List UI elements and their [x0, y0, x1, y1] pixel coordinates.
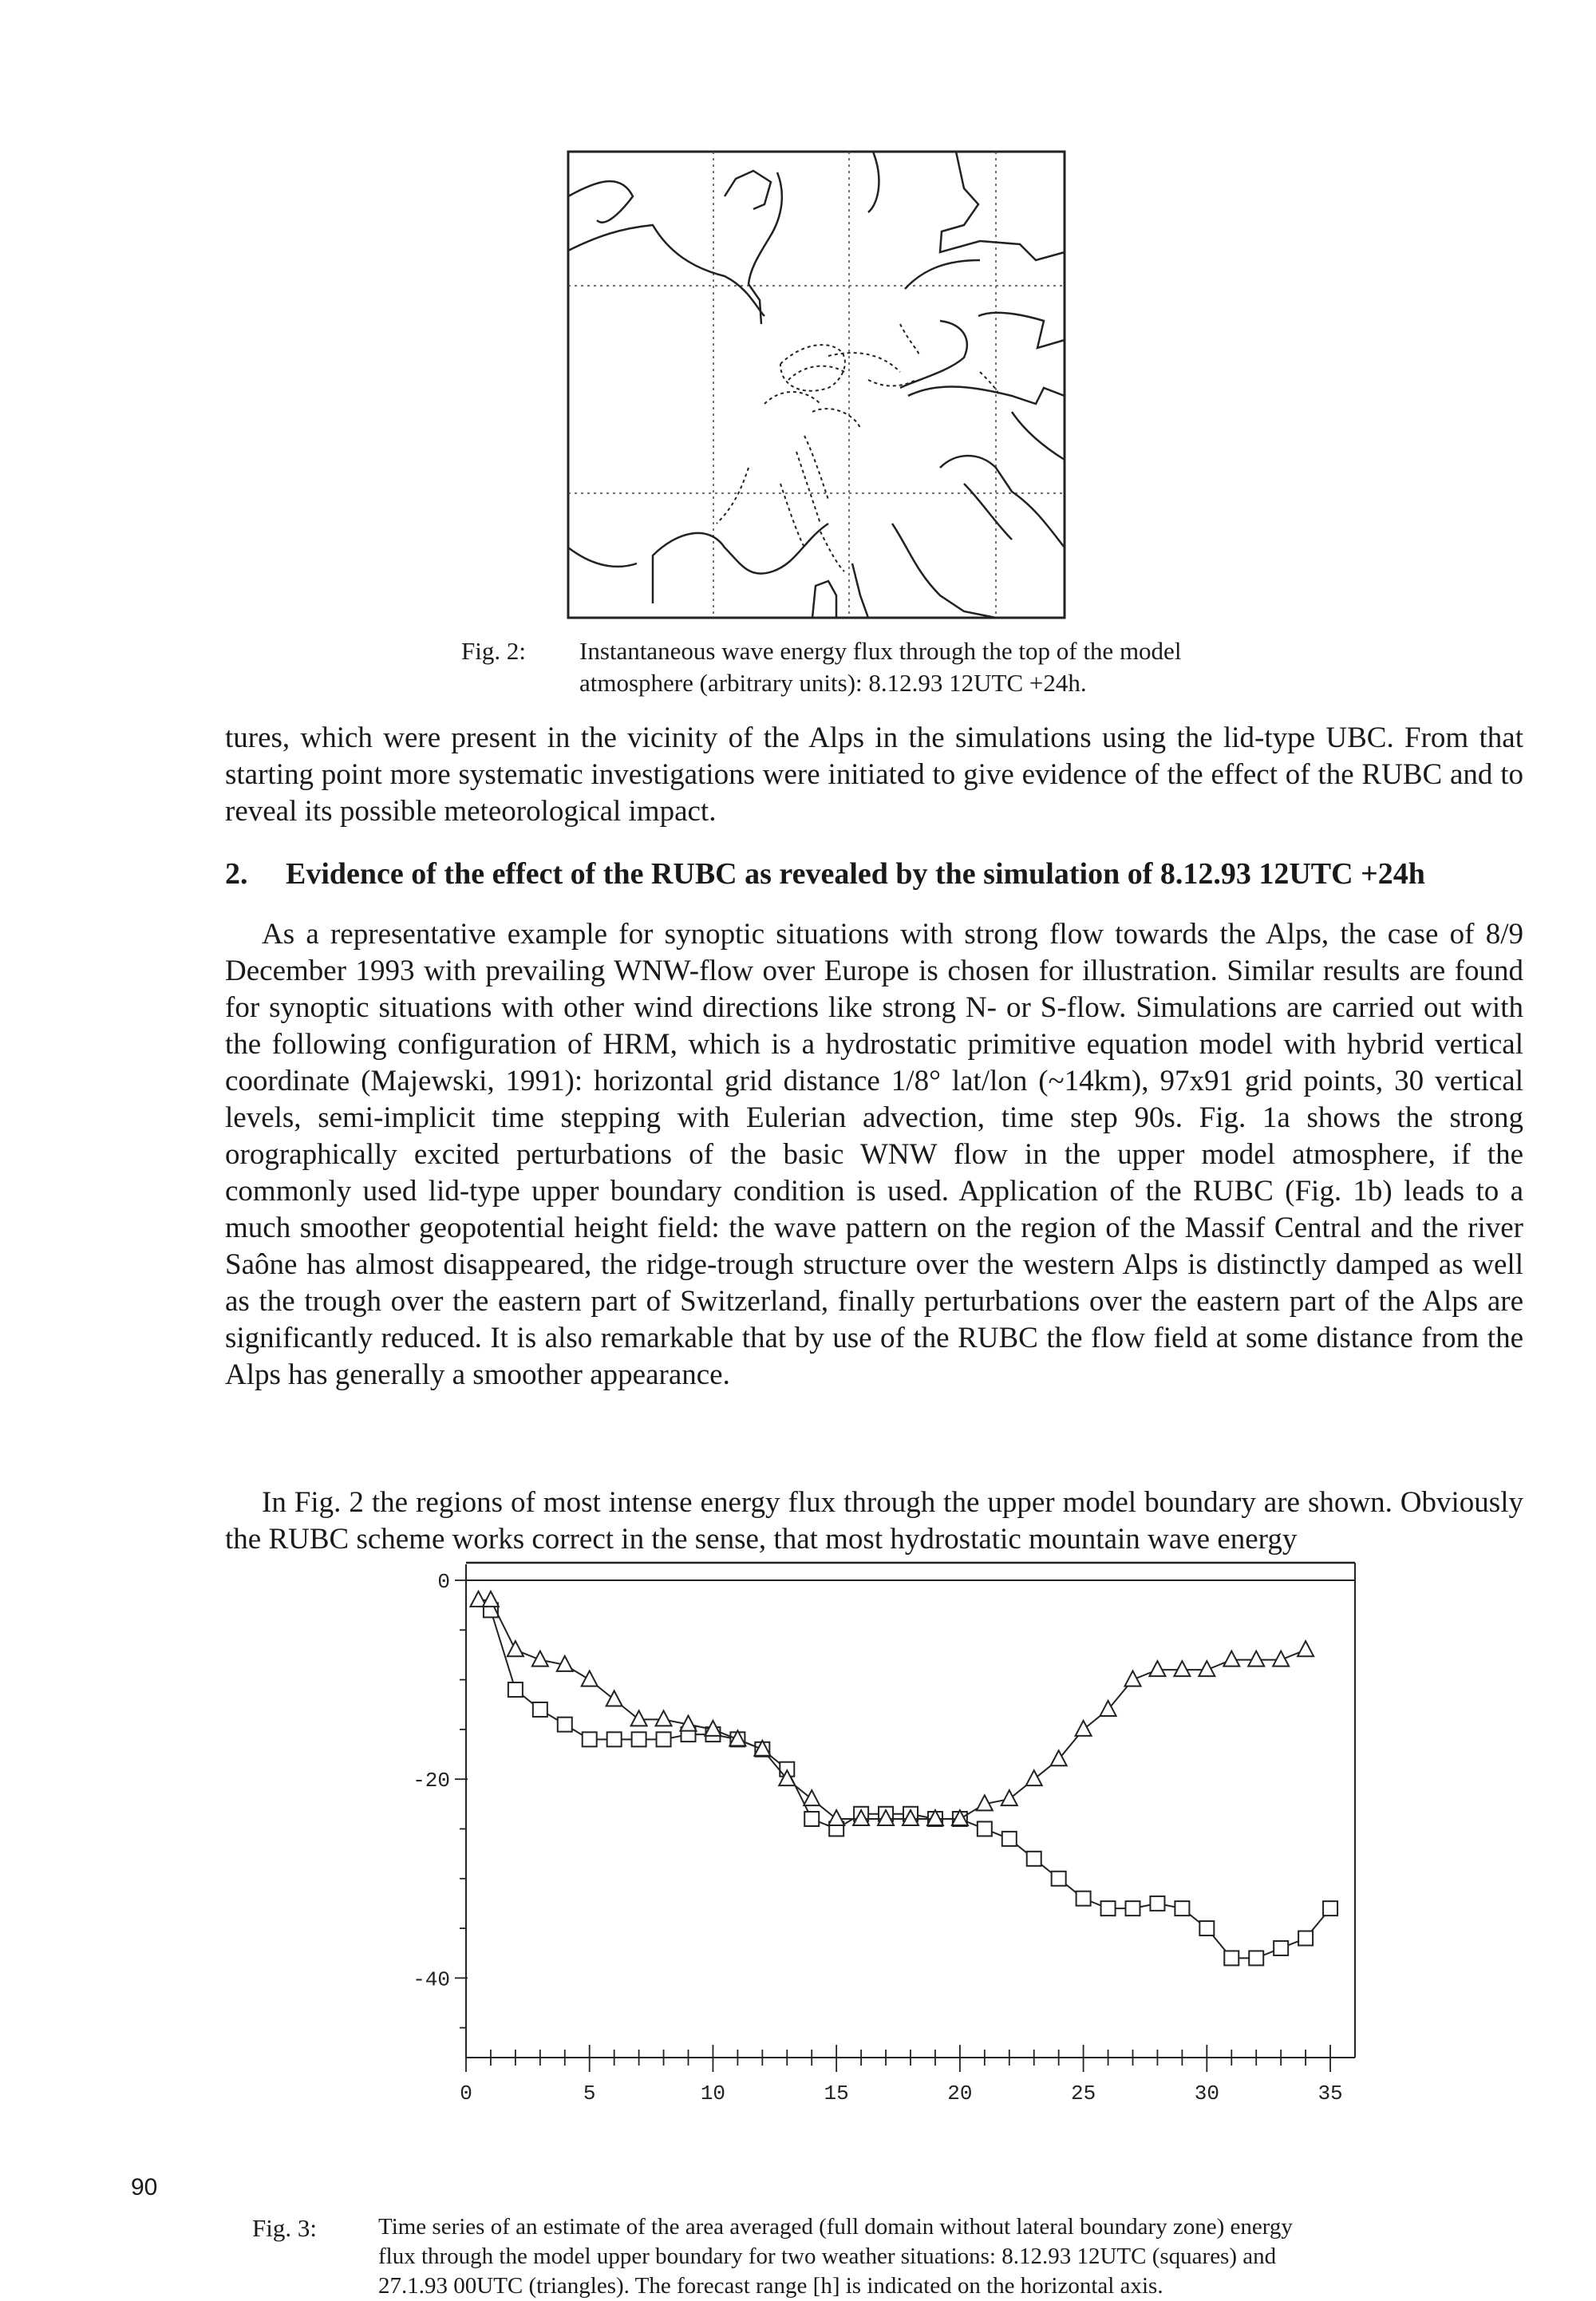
chart-point-square — [632, 1732, 646, 1746]
chart-x-tick-label: 35 — [1317, 2082, 1343, 2105]
figure-2-caption-line-2: atmosphere (arbitrary units): 8.12.93 12UTC +24h. — [579, 669, 1087, 697]
chart-x-tick-label: 25 — [1071, 2082, 1096, 2105]
chart-point-square — [1077, 1892, 1091, 1906]
intro-paragraph — [225, 720, 1523, 830]
chart-point-square — [1052, 1872, 1066, 1886]
chart-x-tick-label: 30 — [1194, 2082, 1219, 2105]
chart-series — [470, 1591, 1337, 1965]
chart-point-square — [657, 1732, 671, 1746]
chart-point-triangle — [532, 1651, 548, 1666]
chart-y-tick-label: -20 — [413, 1769, 450, 1793]
chart-x-tick-label: 5 — [583, 2082, 596, 2105]
chart-ticks — [413, 1570, 1342, 2105]
chart-point-square — [1323, 1901, 1337, 1916]
chart-x-tick-label: 15 — [824, 2082, 849, 2105]
fig2-paragraph-text: In Fig. 2 the regions of most intense energy flux through the upper model boundary are shown. Obviously the RUBC scheme works correct in the sense, that most hydrostatic mountain wave energy — [225, 1486, 1523, 1556]
chart-point-triangle — [508, 1641, 523, 1656]
chart-x-tick-label: 10 — [700, 2082, 726, 2105]
main-paragraph-text: As a representative example for synoptic situations with strong flow towards the Alps, the case of 8/9 December 1993 with prevailing WNW-flow over Europe is chosen for illustration. Similar results are found for synoptic situations with other wind directions like strong N- or S-flow. Simulations are carried out with the following configuration of HRM, which is a hydrostatic primitive equation model with hybrid vertical coordinate (Majewski, 1991): horizontal grid distance 1/8° lat/lon (~14km), 97x91 grid points, 30 vertical levels, semi-implicit time stepping with Eulerian advection, time step 90s. Fig. 1a shows the strong orographically excited perturbations of the basic WNW flow in the upper model atmosphere, if the commonly used lid-type upper boundary condition is used. Application of the RUBC (Fig. 1b) leads to a much smoother geopotential height field: the wave pattern on the region of the Massif Central and the river Saône has almost disappeared, the ridge-trough structure over the western Alps is distinctly damped as well as the trough over the eastern part of Switzerland, finally perturbations over the eastern part of the Alps are significantly reduced. It is also remarkable that by use of the RUBC the flow field at some distance from the Alps has generally a smoother appearance. — [225, 918, 1523, 1391]
chart-point-square — [1249, 1951, 1263, 1965]
map-frame — [568, 152, 1065, 618]
chart-point-triangle — [1174, 1661, 1190, 1676]
chart-point-triangle — [582, 1671, 598, 1686]
chart-point-square — [607, 1732, 622, 1746]
chart-point-triangle — [1223, 1651, 1239, 1666]
chart-point-square — [533, 1702, 547, 1717]
figure-2-caption-line-1: Instantaneous wave energy flux through the top of the model — [579, 637, 1182, 665]
section-title: Evidence of the effect of the RUBC as revealed by the simulation of 8.12.93 12UTC +24h — [286, 857, 1425, 891]
chart-point-triangle — [1273, 1651, 1289, 1666]
section-number: 2. — [225, 857, 248, 891]
figure-3-chart — [380, 1552, 1387, 2134]
chart-point-square — [1298, 1931, 1313, 1946]
chart-point-triangle — [1026, 1770, 1042, 1785]
chart-point-triangle — [1199, 1661, 1215, 1676]
chart-point-triangle — [631, 1710, 647, 1726]
chart-series-line-2 — [478, 1600, 1306, 1819]
chart-point-square — [1002, 1832, 1017, 1846]
fig2-paragraph — [225, 1485, 1523, 1558]
chart-y-tick-label: -40 — [413, 1967, 450, 1992]
main-paragraph — [225, 916, 1523, 1394]
chart-point-triangle — [483, 1591, 499, 1607]
intro-paragraph-text: tures, which were present in the vicinity of the Alps in the simulations using the lid-type UBC. From that starting point more systematic investigations were initiated to give evidence of the effect of the RUBC and to reveal its possible meteorological impact. — [225, 722, 1523, 828]
chart-point-square — [1175, 1901, 1189, 1916]
figure-3-caption-line-3: 27.1.93 00UTC (triangles). The forecast range [h] is indicated on the horizontal axis. — [378, 2273, 1163, 2299]
page-number: 90 — [131, 2174, 158, 2200]
figure-2-label: Fig. 2: — [461, 637, 526, 665]
chart-point-square — [558, 1718, 572, 1732]
chart-point-triangle — [804, 1790, 820, 1805]
chart-point-square — [978, 1821, 992, 1836]
figure-3-caption-line-1: Time series of an estimate of the area averaged (full domain without lateral boundary zone) energy — [378, 2214, 1293, 2240]
chart-x-tick-label: 20 — [947, 2082, 973, 2105]
figure-3-caption — [378, 2212, 1495, 2301]
chart-point-square — [1101, 1901, 1116, 1916]
chart-point-triangle — [1001, 1790, 1017, 1805]
figure-2-caption — [579, 635, 1298, 699]
chart-point-square — [1224, 1951, 1238, 1965]
chart-point-triangle — [828, 1810, 844, 1825]
section-heading — [225, 856, 1534, 892]
chart-point-square — [1126, 1901, 1140, 1916]
chart-point-square — [1150, 1896, 1164, 1911]
chart-point-triangle — [1149, 1661, 1165, 1676]
chart-point-square — [1274, 1941, 1288, 1955]
chart-point-square — [804, 1812, 819, 1826]
figure-3-caption-line-2: flux through the model upper boundary for two weather situations: 8.12.93 12UTC (squares) and — [378, 2244, 1277, 2269]
chart-point-triangle — [606, 1691, 622, 1706]
chart-series-line-1 — [491, 1610, 1330, 1958]
chart-y-tick-label: 0 — [437, 1570, 450, 1594]
chart-point-square — [1199, 1921, 1214, 1935]
chart-point-square — [1027, 1852, 1041, 1866]
figure-3-label: Fig. 3: — [252, 2214, 317, 2242]
chart-point-triangle — [656, 1710, 672, 1726]
chart-point-triangle — [1248, 1651, 1264, 1666]
chart-point-square — [508, 1682, 523, 1697]
figure-2-map — [565, 148, 1068, 621]
chart-x-tick-label: 0 — [460, 2082, 472, 2105]
chart-point-triangle — [1125, 1671, 1141, 1686]
chart-point-triangle — [1076, 1721, 1092, 1736]
chart-point-square — [583, 1732, 597, 1746]
chart-point-triangle — [1298, 1641, 1314, 1656]
